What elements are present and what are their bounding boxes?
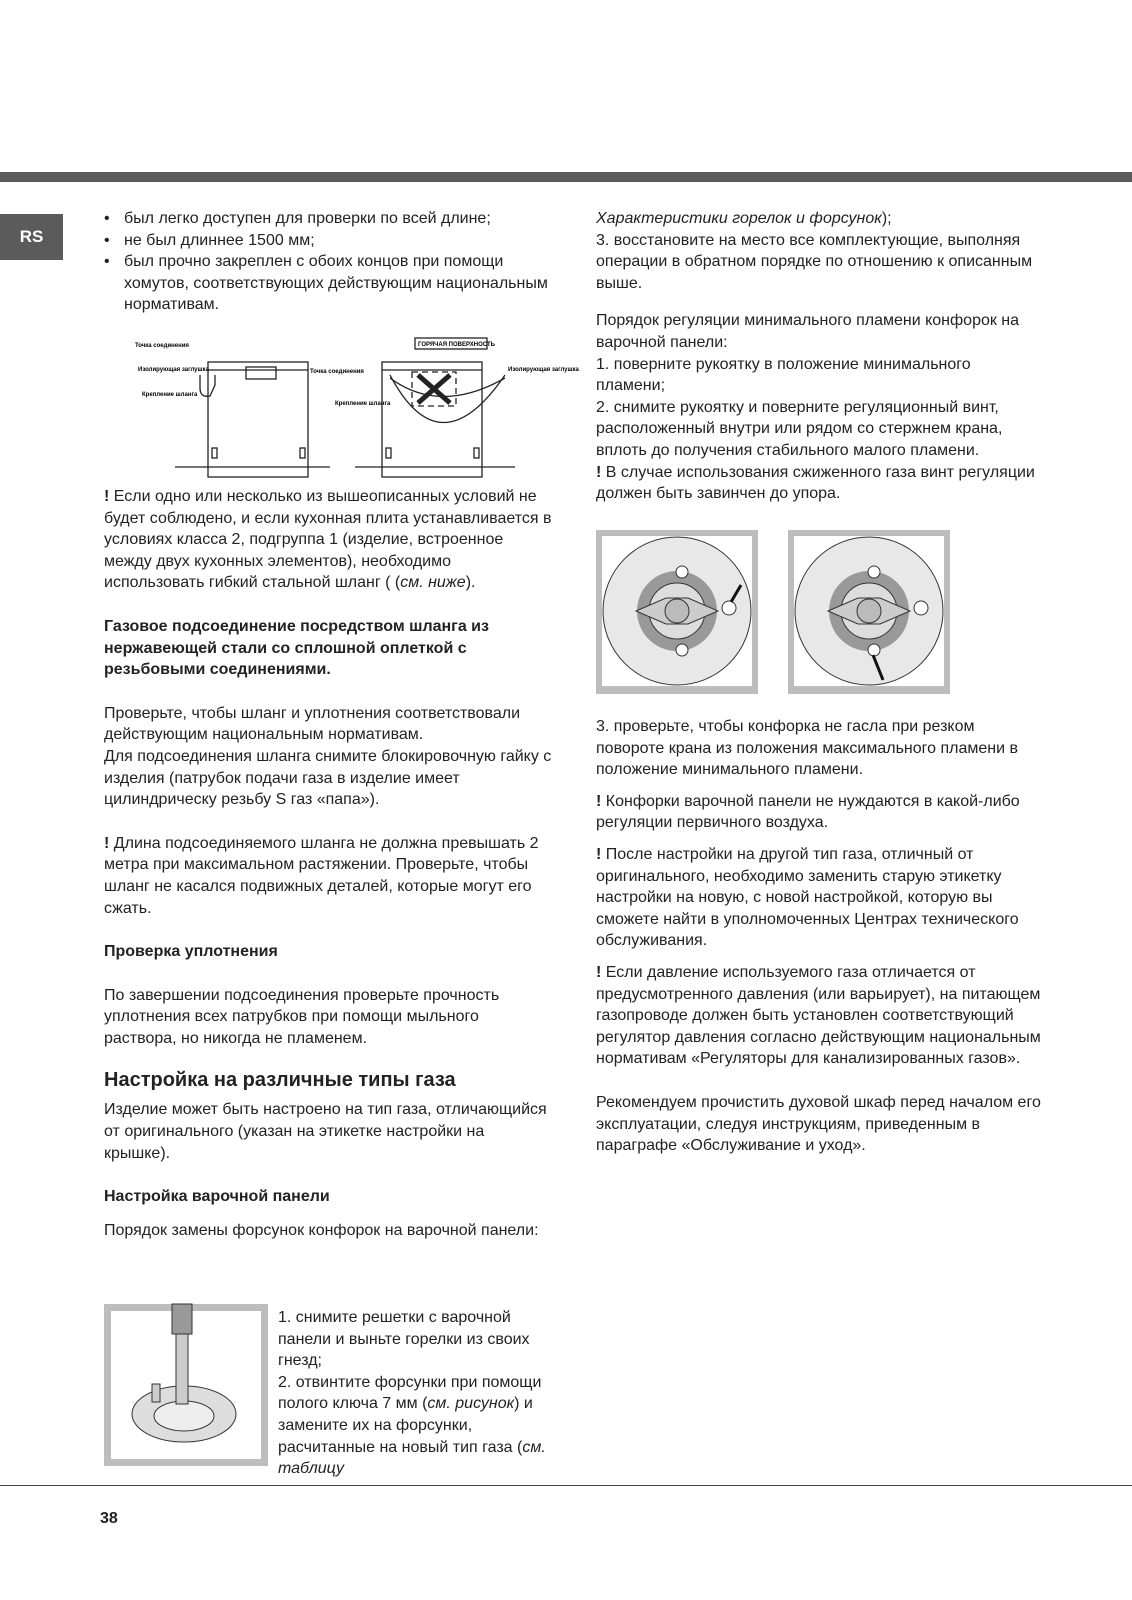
label-isolating-plug-2: Изолирующая заглушка: [508, 367, 579, 373]
page-number: 38: [100, 1510, 118, 1527]
step: 3. восстановите на место все комплектующие, выполняя операции в обратном порядке по отношению к описанным выше.: [596, 231, 1033, 292]
bullet: • не был длиннее 1500 мм;: [104, 230, 554, 252]
label-hose-fixing: Крепление шланга: [142, 392, 198, 398]
step: 2. отвинтите форсунки при помощи полого ключа 7 мм (см. рисунок) и замените их на форсунки, расчитанные на новый тип газа (см. таблицу: [278, 1373, 546, 1478]
label-isolating-plug: Изолирующая заглушка: [138, 367, 209, 373]
paragraph: Для подсоединения шланга снимите блокировочную гайку с изделия (патрубок подачи газа в изделие имеет цилиндрическу резьбу S газ «папа»).: [104, 747, 552, 809]
warning-paragraph: ! Конфорки варочной панели не нуждаются в какой-либо регуляции первичного воздуха.: [596, 792, 1020, 832]
nozzle-steps: [278, 1307, 548, 1480]
warning-paragraph: ! В случае использования сжиженного газа винт регуляции должен быть завинчен до упора.: [596, 463, 1035, 503]
tap-figure-2: [788, 530, 950, 694]
section-title: Настройка на различные типы газа: [104, 1069, 456, 1092]
nozzle-replacement-figure: [104, 1304, 268, 1466]
header-bar: [0, 172, 1132, 182]
section-heading: Настройка варочной панели: [104, 1188, 330, 1206]
label-hose-fixing-2: Крепление шланга: [335, 401, 391, 407]
bullet: • был легко доступен для проверки по всей длине;: [104, 208, 554, 230]
language-tab: RS: [0, 214, 63, 260]
left-column: [104, 208, 554, 316]
warning-paragraph: ! После настройки на другой тип газа, отличный от оригинального, необходимо заменить старую этикетку настройки на новую, с новой настройкой, которую вы сможете найти в уполномоченных Центрах технического обслуживания.: [596, 845, 1019, 950]
paragraph: Порядок замены форсунок конфорок на варочной панели:: [104, 1221, 539, 1239]
paragraph: Характеристики горелок и форсунок);: [596, 210, 892, 227]
tap-figure-1: [596, 530, 758, 694]
paragraph: Проверьте, чтобы шланг и уплотнения соответствовали действующим национальным нормативам.: [104, 704, 520, 744]
label-hot-surface: ГОРЯЧАЯ ПОВЕРХНОСТЬ: [418, 342, 495, 348]
section-heading: Проверка уплотнения: [104, 943, 278, 961]
paragraph: Рекомендуем прочистить духовой шкаф перед началом его эксплуатации, следуя инструкциям, приведенным в параграфе «Обслуживание и уход».: [596, 1093, 1041, 1155]
step: 1. поверните рукоятку в положение минимального пламени;: [596, 355, 971, 395]
min-flame-adjustment-figures: [596, 530, 952, 694]
label-connection-point: Точка соединения: [135, 343, 189, 349]
right-column: [596, 208, 1041, 505]
paragraph: Изделие может быть настроено на тип газа, отличающийся от оригинального (указан на этикетке настройки на крышке).: [104, 1101, 547, 1162]
paragraph: По завершении подсоединения проверьте прочность уплотнения всех патрубков при помощи мыльного раствора, но никогда не пламенем.: [104, 986, 500, 1047]
hose-connection-diagram: [120, 330, 579, 470]
section-heading: Газовое подсоединение посредством шланга из нержавеющей стали со сплошной оплеткой с резьбовыми соединениями.: [104, 617, 489, 679]
step: 3. проверьте, чтобы конфорка не гасла при резком повороте крана из положения максимального пламени в положение минимального пламени.: [596, 718, 1019, 779]
bullet: • был прочно закреплен с обоих концов при помощи хомутов, соответствующих действующим национальным нормативам.: [104, 251, 554, 316]
step: 2. снимите рукоятку и поверните регуляционный винт, расположенный внутри или рядом со стержнем крана, вплоть до получения стабильного малого пламени.: [596, 398, 1003, 459]
footer-rule: [0, 1485, 1132, 1486]
warning-paragraph: ! Если давление используемого газа отличается от предусмотренного давления (или варьирует), на питающем газопроводе должен быть установлен соответствующий регулятор давления согласно действующим национальным нормативам «Регуляторы для канализированных газов».: [596, 963, 1041, 1068]
label-connection-point-2: Точка соединения: [310, 369, 364, 375]
warning-paragraph: ! Если одно или несколько из вышеописанных условий не будет соблюдено, и если кухонная плита устанавливается в условиях класса 2, подгруппа 1 (изделие, встроенное между двух кухонных элементов), необходимо использовать гибкий стальной шланг ( (см. ниже).: [104, 488, 552, 592]
step: 1. снимите решетки с варочной панели и выньте горелки из своих гнезд;: [278, 1309, 530, 1370]
paragraph: Порядок регуляции минимального пламени конфорок на варочной панели:: [596, 312, 1020, 351]
left-column-body: [104, 486, 554, 1241]
right-column-body: [596, 716, 1041, 1157]
warning-paragraph: ! Длина подсоединяемого шланга не должна превышать 2 метра при максимальном растяжении. Проверьте, чтобы шланг не касался подвижных деталей, которые могут его сжать.: [104, 834, 539, 917]
